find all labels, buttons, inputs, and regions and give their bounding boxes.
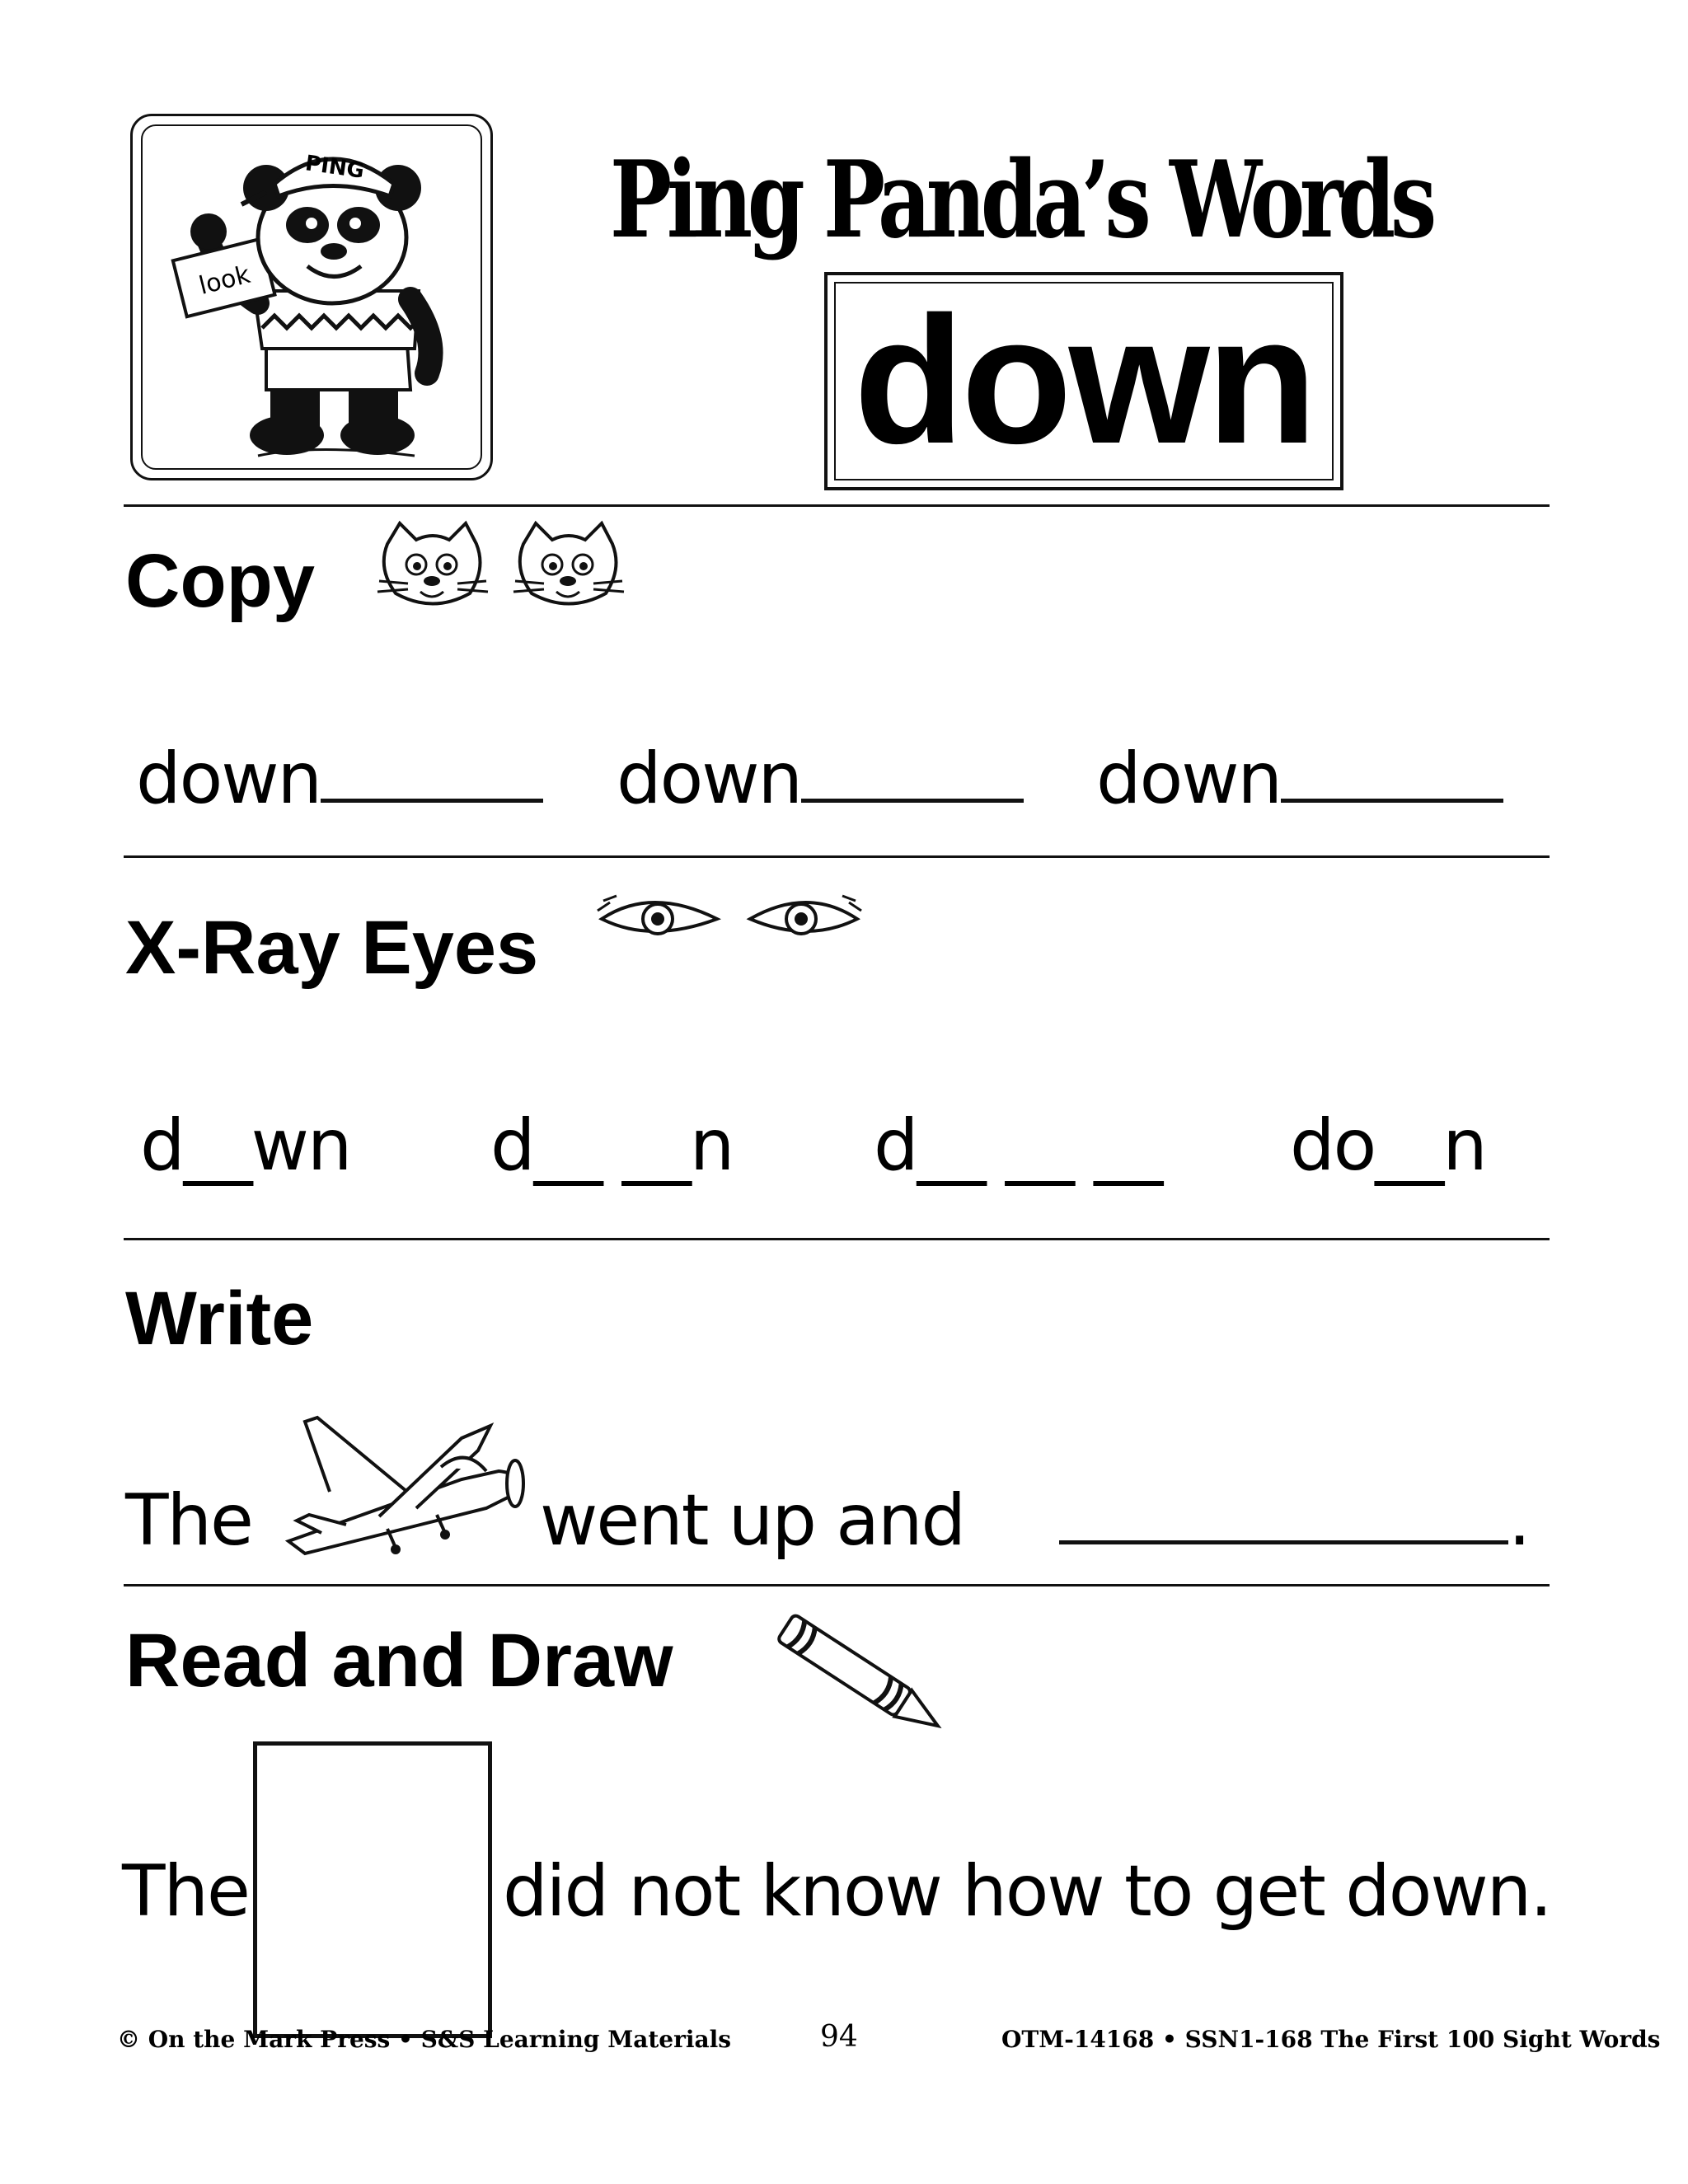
copy-heading: Copy — [125, 539, 315, 623]
write-sentence-end: . — [1508, 1479, 1530, 1562]
copy-word: down — [1096, 738, 1282, 820]
divider — [124, 504, 1550, 507]
copy-item — [136, 733, 543, 824]
write-sentence-middle: went up and — [540, 1479, 965, 1562]
footer-series: OTM-14168 • SSN1-168 The First 100 Sight Words — [1001, 2026, 1661, 2053]
copy-blank[interactable] — [801, 741, 1024, 803]
copy-item — [1096, 733, 1503, 824]
page-title: Ping Panda’s Words — [610, 138, 1432, 262]
xray-puzzle: do__n — [1290, 1104, 1486, 1187]
xray-puzzle: d__ __n — [490, 1104, 734, 1187]
eyes-icon — [593, 886, 874, 952]
read-draw-sentence-end: did not know how to get down. — [503, 1850, 1551, 1933]
divider — [124, 1584, 1550, 1586]
svg-text:PING: PING — [303, 151, 366, 184]
copy-word: down — [617, 738, 802, 820]
footer-copyright: © On the Mark Press • S&S Learning Materials — [117, 2026, 732, 2053]
write-answer — [1059, 1475, 1529, 1566]
divider — [124, 1238, 1550, 1240]
xray-heading: X-Ray Eyes — [125, 906, 539, 990]
copy-word: down — [136, 738, 321, 820]
write-heading: Write — [125, 1277, 314, 1361]
crayon-icon — [762, 1611, 960, 1743]
read-draw-sentence-start: The — [122, 1850, 249, 1933]
copy-blank[interactable] — [321, 741, 543, 803]
cat-faces-icon — [371, 519, 635, 614]
drawing-box[interactable] — [253, 1741, 492, 2038]
page-number: 94 — [820, 2020, 858, 2054]
mascot-frame — [130, 114, 493, 480]
sight-word-box — [824, 272, 1343, 490]
divider — [124, 855, 1550, 858]
sight-word: down — [834, 282, 1334, 480]
panda-mascot-icon — [143, 126, 485, 473]
write-answer-blank[interactable] — [1059, 1483, 1508, 1544]
copy-blank[interactable] — [1281, 741, 1503, 803]
airplane-icon — [272, 1401, 536, 1558]
copy-item — [617, 733, 1024, 824]
svg-text:look: look — [195, 260, 254, 301]
xray-puzzle: d__wn — [140, 1104, 351, 1187]
read-draw-heading: Read and Draw — [125, 1619, 673, 1703]
write-sentence-start: The — [125, 1479, 252, 1562]
xray-puzzle: d__ __ __ — [874, 1104, 1162, 1187]
